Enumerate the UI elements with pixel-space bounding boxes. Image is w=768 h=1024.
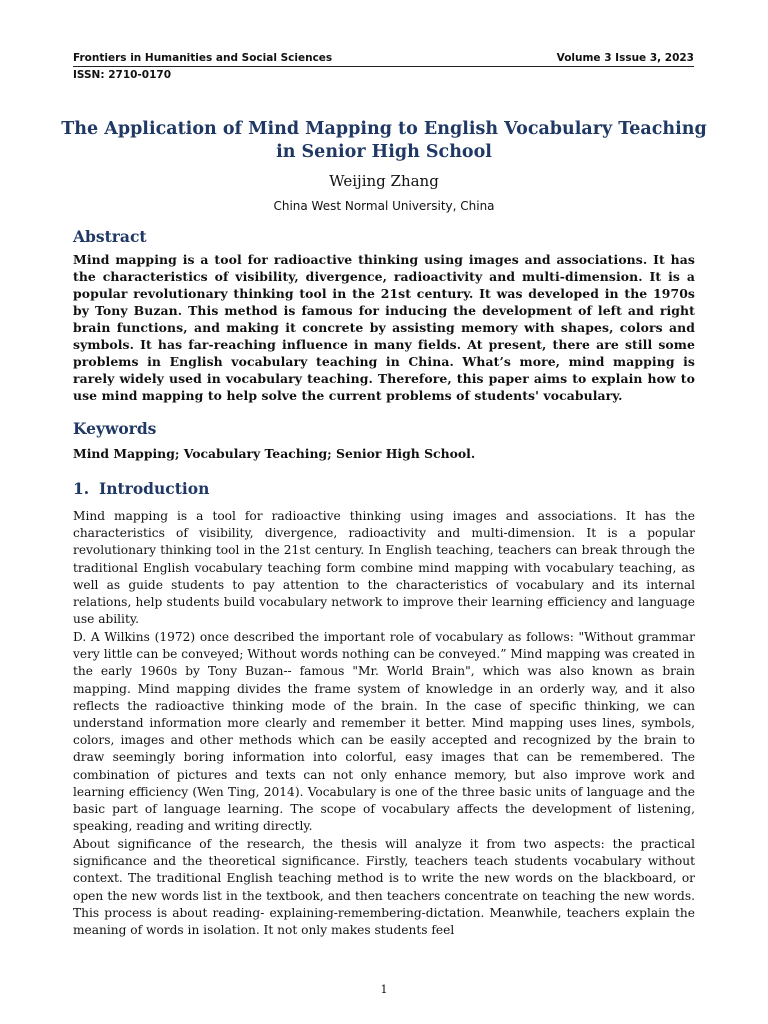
paper-title: The Application of Mind Mapping to English Vocabulary Teaching in Senior High School	[61, 119, 707, 162]
volume-issue: Volume 3 Issue 3, 2023	[556, 52, 694, 64]
page-number: 1	[380, 983, 388, 996]
header-divider	[73, 66, 694, 67]
section-heading-introduction	[73, 479, 209, 498]
section-title: Introduction	[99, 479, 210, 498]
section-number: 1.	[73, 479, 90, 498]
issn: ISSN: 2710-0170	[73, 69, 172, 81]
abstract-heading: Abstract	[73, 227, 147, 246]
abstract-text: Mind mapping is a tool for radioactive thinking using images and associations. It has the characteristics of visibility, divergence, radioactivity and multi-dimension. It is a popular revolutionary thinking tool in the 21st century. It was developed in the 1970s by Tony Buzan. This method is famous for inducing the development of left and right brain functions, and making it concrete by assisting memory with shapes, colors and symbols. It has far-reaching influence in many fields. At present, there are still some problems in English vocabulary teaching in China. What’s more, mind mapping is rarely widely used in vocabulary teaching. Therefore, this paper aims to explain how to use mind mapping to help solve the current problems of students' vocabulary.	[73, 252, 695, 403]
journal-name: Frontiers in Humanities and Social Sciences	[73, 52, 333, 64]
author: Weijing Zhang	[329, 172, 439, 190]
paragraph: Mind mapping is a tool for radioactive thinking using images and associations. It has the characteristics of visibility, divergence, radioactivity and multi-dimension. It is a popular revolutionary thinking tool in the 21st century. In English teaching, teachers can break through the traditional English vocabulary teaching form combine mind mapping with vocabulary teaching, as well as guide students to pay attention to the characteristics of vocabulary and its internal relations, help students build vocabulary network to improve their learning efficiency and language use ability.	[73, 509, 695, 627]
keywords-heading: Keywords	[73, 419, 157, 438]
keywords-text: Mind Mapping; Vocabulary Teaching; Senior High School.	[73, 446, 476, 461]
paragraph: D. A Wilkins (1972) once described the important role of vocabulary as follows: "Without grammar very little can be conveyed; Without words nothing can be conveyed.” Mind mapping was created in the early 1960s by Tony Buzan-- famous "Mr. World Brain", which was also known as brain mapping. Mind mapping divides the frame system of knowledge in an orderly way, and it also reflects the radioactive thinking mode of the brain. In the case of specific thinking, we can understand information more clearly and remember it better. Mind mapping uses lines, symbols, colors, images and other methods which can be easily accepted and recognized by the brain to draw seemingly boring information into colorful, easy images that can be remembered. The combination of pictures and texts can not only enhance memory, but also improve work and learning efficiency (Wen Ting, 2014). Vocabulary is one of the three basic units of language and the basic part of language learning. The scope of vocabulary affects the development of listening, speaking, reading and writing directly.	[73, 630, 695, 834]
paragraph: About significance of the research, the thesis will analyze it from two aspects: the practical significance and the theoretical significance. Firstly, teachers teach students vocabulary without context. The traditional English teaching method is to write the new words on the blackboard, or open the new words list in the textbook, and then teachers concentrate on teaching the new words. This process is about reading- explaining-remembering-dictation. Meanwhile, teachers explain the meaning of words in isolation. It not only makes students feel	[73, 837, 695, 938]
affiliation: China West Normal University, China	[273, 199, 495, 213]
